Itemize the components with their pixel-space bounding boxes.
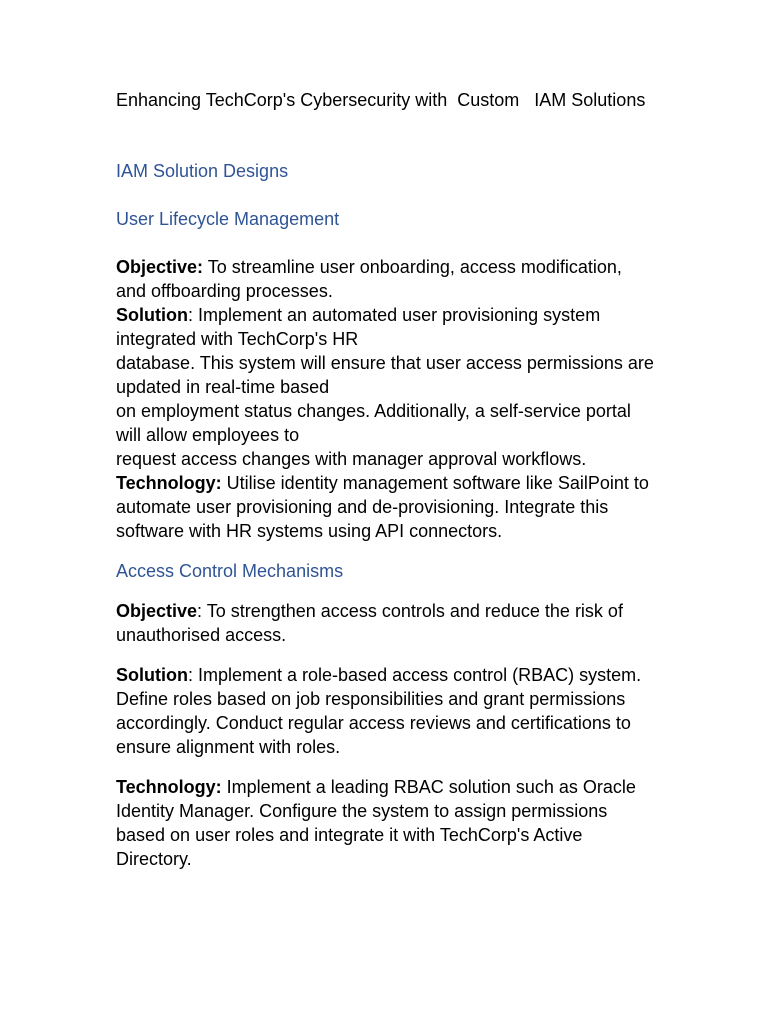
lifecycle-solution-paragraph xyxy=(116,303,656,471)
lifecycle-objective-paragraph xyxy=(116,255,656,303)
technology-text: Utilise identity management software like SailPoint to automate user provisioning and de-provisioning. Integrate this software with HR systems using API connectors. xyxy=(116,473,649,541)
section-heading-iam-solution-designs: IAM Solution Designs xyxy=(116,161,289,181)
technology-text: Implement a leading RBAC solution such as Oracle Identity Manager. Configure the system to assign permissions based on user roles and integrate it with TechCorp's Active Directory. xyxy=(116,777,636,869)
technology-label: Technology: xyxy=(116,473,222,493)
technology-label: Technology: xyxy=(116,777,222,797)
objective-label: Objective xyxy=(116,601,198,621)
document-title: Enhancing TechCorp's Cybersecurity with Custom IAM Solutions xyxy=(116,90,646,110)
subheading-user-lifecycle-management: User Lifecycle Management xyxy=(116,209,340,229)
solution-line: database. This system will ensure that user access permissions are updated in real-time based xyxy=(116,353,654,397)
solution-text: : Implement a role-based access control (RBAC) system. Define roles based on job responsibilities and grant permissions accordingly. Conduct regular access reviews and certifications to ensure alignment with roles. xyxy=(116,665,642,757)
access-solution-paragraph xyxy=(116,663,656,759)
document-page xyxy=(116,88,656,871)
solution-line: : Implement an automated user provisioning system integrated with TechCorp's HR xyxy=(116,305,601,349)
access-technology-paragraph xyxy=(116,775,656,871)
solution-label: Solution xyxy=(116,665,188,685)
access-objective-paragraph xyxy=(116,599,656,647)
solution-line: request access changes with manager approval workflows. xyxy=(116,449,587,469)
solution-label: Solution xyxy=(116,305,188,325)
solution-line: on employment status changes. Additionally, a self-service portal will allow employees to xyxy=(116,401,631,445)
objective-text: : To strengthen access controls and reduce the risk of unauthorised access. xyxy=(116,601,623,645)
objective-label: Objective: xyxy=(116,257,204,277)
lifecycle-technology-paragraph xyxy=(116,471,656,543)
objective-text: To streamline user onboarding, access modification, and offboarding processes. xyxy=(116,257,622,301)
subheading-access-control-mechanisms: Access Control Mechanisms xyxy=(116,561,344,581)
